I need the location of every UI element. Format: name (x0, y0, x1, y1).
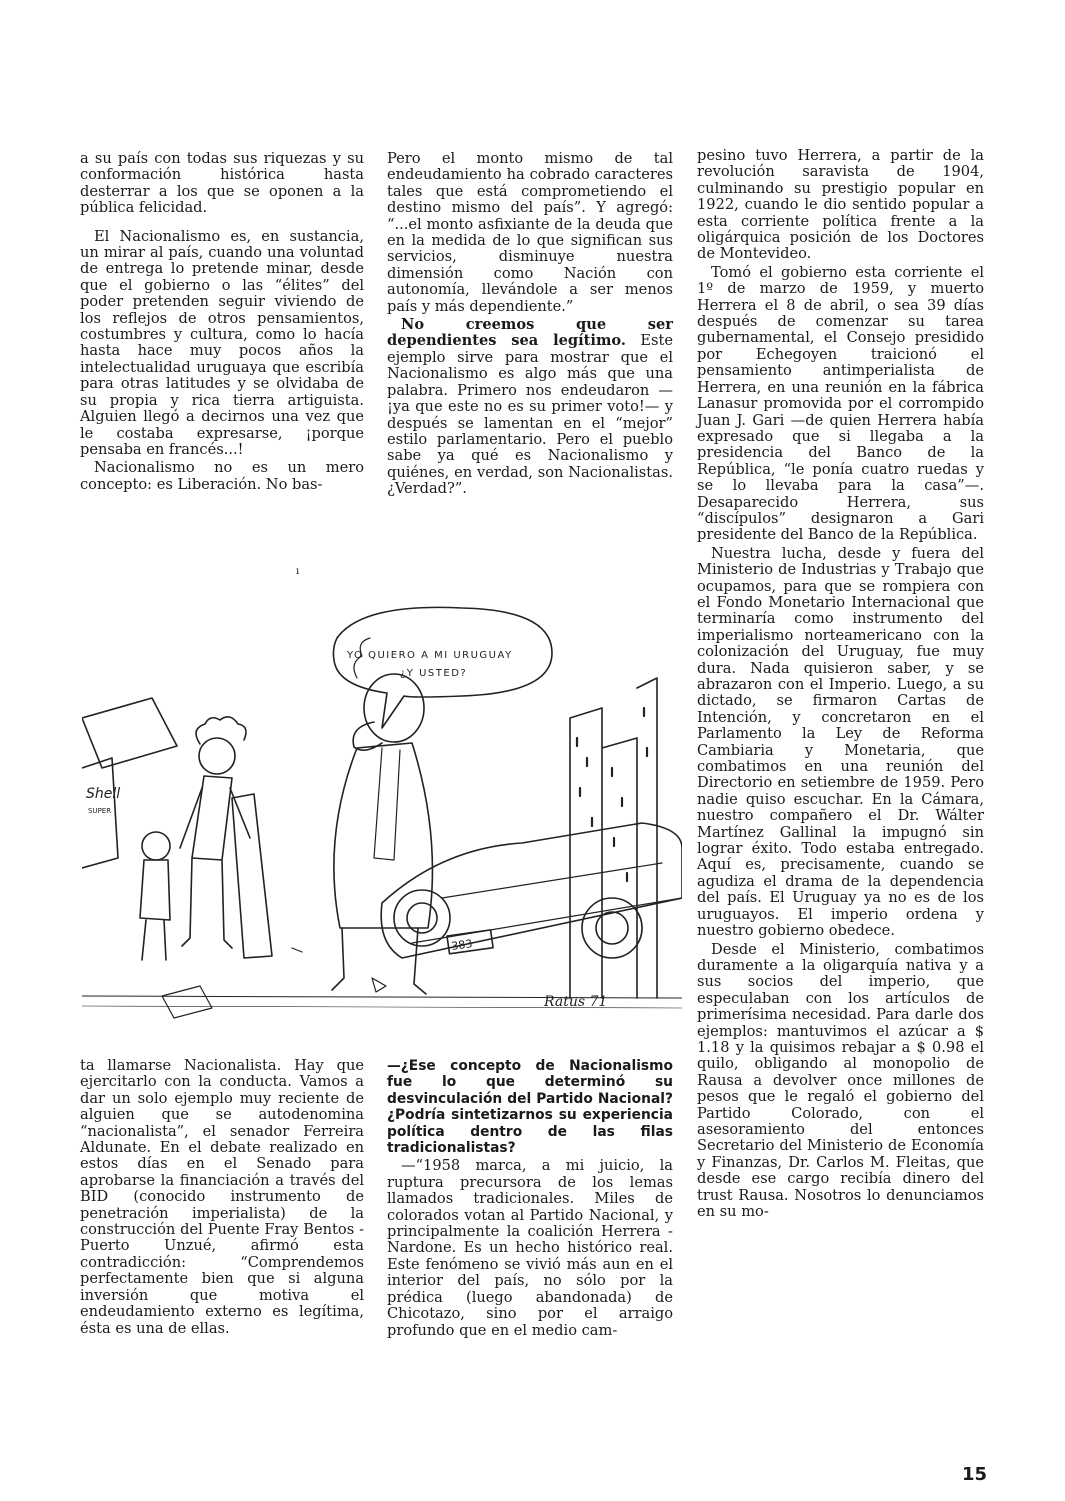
newspaper-litter (162, 986, 212, 1018)
awning (82, 698, 177, 768)
license-plate-text: 383 (450, 937, 474, 953)
column-3 (697, 148, 984, 1222)
paragraph: Pero el monto mismo de tal endeudamiento ha cobrado caracteres tales que está comprometiendo el destino mismo del país”. Y agregó: “...el monto asfixiante de la deuda que en la medida de lo que significan sus servicios, disminuye nuestra dimensión como Nación con autonomía, llevándole a ser menos país y más dependiente.” (387, 150, 673, 315)
artist-signature: Ratus 71 (544, 994, 608, 1010)
speech-line-1: YO QUIERO A MI URUGUAY (347, 650, 513, 661)
column-2-bottom (387, 1058, 673, 1341)
paragraph: ta llamarse Nacionalista. Hay que ejercitarlo con la conducta. Vamos a dar un solo ejemplo muy reciente de alguien que se autodenomina “nacionalista”, el senador Ferreira Aldunate. En el debate realizado en estos días en el Senado para aprobarse la financiación a través del BID (conocido instrumento de penetración imperialista) de la construcción del Puente Fray Bentos - Puerto Unzué, afirmó esta contradicción: “Comprendemos perfectamente bien que si alguna inversión que motiva el endeudamiento externo es legítima, ésta es una de ellas. (80, 1057, 364, 1337)
column-1-top (80, 151, 364, 495)
cartoon-illustration (82, 598, 682, 1038)
column-1-bottom (80, 1058, 364, 1339)
paragraph-rest: Este ejemplo sirve para mostrar que el Nacionalismo es algo más que una palabra. Primero nos endeudaron —¡ya que este no es su primer voto!— y después se lamentan en el “mejor” estilo parlamentario. Pero el pueblo sabe ya qué es Nacionalismo y quiénes, en verdad, son Nacionalistas. ¿Verdad?”. (387, 332, 673, 498)
fat-man-body (334, 743, 433, 928)
paragraph: pesino tuvo Herrera, a partir de la revolución saravista de 1904, culminando su prestigio popular en 1922, cuando le dio sentido popular a esta corriente política frente a la oligárquica posición de los Doctores de Montevideo. (697, 147, 984, 263)
child-body (140, 860, 170, 960)
shell-sign-text: Shell (86, 786, 121, 802)
thin-man-head (199, 738, 235, 774)
interview-answer: —“1958 marca, a mi juicio, la ruptura precursora de los lemas llamados tradicionales. Miles de colorados votan al Partido Nacional, y principalmente la coalición Herrera - Nardone. Es un hecho histórico real. Este fenómeno se vivió más aun en el interior del país, no sólo por la prédica (luego abandonada) de Chicotazo, sino por el arraigo profundo que en el medio cam- (387, 1157, 673, 1339)
speech-line-2: ¿Y USTED? (400, 668, 468, 679)
car-wheel-front (394, 890, 450, 946)
bold-lead: No creemos que ser dependientes sea legítimo. (387, 316, 673, 350)
stray-mark: ı (296, 566, 300, 577)
paragraph: a su país con todas sus riquezas y su conformación histórica hasta desterrar a los que se oponen a la pública felicidad. (80, 150, 364, 217)
paragraph (387, 317, 673, 497)
tree-stump (232, 794, 272, 958)
interview-question: —¿Ese concepto de Nacionalismo fue lo que determinó su desvinculación del Partido Nacional? ¿Podría sintetizarnos su experiencia política dentro de las filas tradicionalistas? (387, 1058, 673, 1157)
paragraph: El Nacionalismo es, en sustancia, un mirar al país, cuando una voluntad de entrega lo pretende minar, desde que el gobierno o las “élites” del poder pretenden seguir viviendo de los reflejos de otros pensamientos, costumbres y cultura, como lo hacía hasta hace muy pocos años la intelectualidad uruguaya que escribía para otras latitudes y se olvidaba de su propia y rica tierra artiguista. Alguien llegó a decirnos una vez que le costaba expresarse, ¡porque pensaba en francés...! (80, 227, 364, 458)
page-number: 15 (962, 1464, 988, 1485)
paragraph: Nacionalismo no es un mero concepto: es Liberación. No bas- (80, 459, 364, 493)
child-head (142, 832, 170, 860)
paragraph: Nuestra lucha, desde y fuera del Ministerio de Industrias y Trabajo que ocupamos, para que se rompiera con el Fondo Monetario Internacional que terminaría como instrumento del imperialismo norteamericano con la colonización del Uruguay, fue muy dura. Nada quisieron saber, y se abrazaron con el Imperio. Luego, a su dictado, se firmaron Cartas de Intención, y concretaron en el Parlamento la Ley de Reforma Cambiaria y Monetaria, que combatimos en una reunión del Directorio en setiembre de 1959. Pero nadie quiso escuchar. En la Cámara, nuestro compañero el Dr. Wálter Martínez Gallinal la impugnó sin lograr éxito. Todo estaba entregado. Aquí es, precisamente, cuando se agudiza el drama de la dependencia del país. El Uruguay ya no es de los uruguayos. El imperio ordena y nuestro gobierno obedece. (697, 544, 984, 940)
fat-man-head (364, 674, 424, 742)
paragraph: Tomó el gobierno esta corriente el 1º de marzo de 1959, y muerto Herrera el 8 de abril, o sea 39 días después de comenzar su tarea gubernamental, el Consejo presidido por Echegoyen traicionó el pensamiento antimperialista de Herrera, en una reunión en la fábrica Lanasur promovida por el corrompido Juan J. Gari —de quien Herrera había expresado que si llegaba a la presidencia del Banco de la República, “le ponía cuatro ruedas y se lo llevaba para la casa”—. Desaparecido Herrera, sus “discípulos” designaron a Gari presidente del Banco de la República. (697, 263, 984, 544)
column-2-top (387, 151, 673, 500)
shell-sign-sub: SUPER (88, 807, 112, 815)
car-wheel-rear (582, 898, 642, 958)
paragraph: Desde el Ministerio, combatimos duramente a la oligarquía nativa y a sus socios del imperio, que especulaban con los artículos de primerísima necesidad. Para darle dos ejemplos: mantuvimos el azúcar a $ 1.18 y la quisimos rebajar a $ 0.98 el quilo, obligando al monopolio de Rausa a devolver once millones de pesos que le regaló el gobierno del Partido Colorado, con el asesoramiento del entonces Secretario del Ministerio de Economía y Finanzas, Dr. Carlos M. Fleitas, que desde ese cargo recibía dinero del trust Rausa. Nosotros lo denunciamos en su mo- (697, 940, 984, 1220)
thin-man-body (182, 776, 232, 948)
